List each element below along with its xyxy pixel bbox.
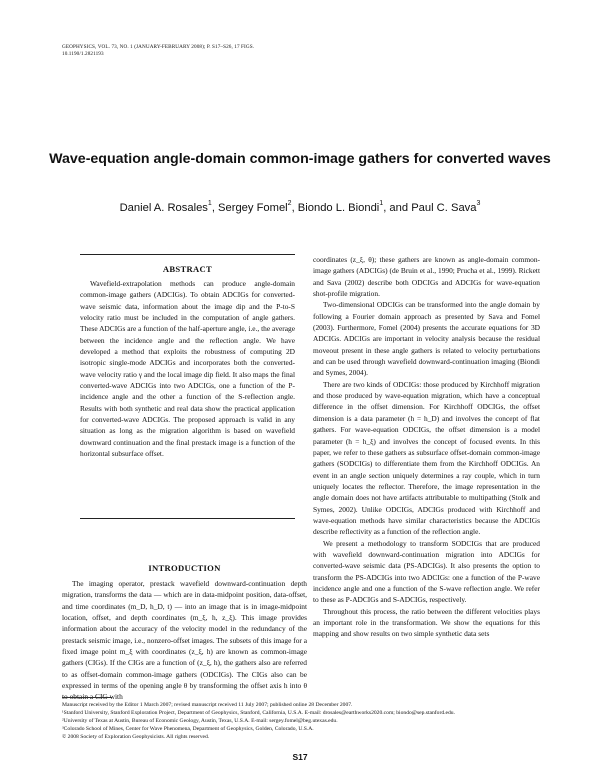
affiliation-mark: 2 bbox=[287, 200, 292, 208]
abstract-body bbox=[80, 278, 295, 460]
affiliation-mark: 1 bbox=[379, 200, 384, 208]
author-list bbox=[0, 202, 600, 214]
footnote: ³Colorado School of Mines, Center for Wave Phenomena, Department of Geophysics, Golden, Colorado, U.S.A. bbox=[62, 725, 314, 732]
abstract-bottom-rule bbox=[80, 518, 295, 519]
body-paragraph: There are two kinds of ODCIGs: those produced by Kirchhoff migration and those produced by wave-equation migration, which have a conceptual difference in the offset dimension. For Kirchhoff ODCIGs, the offset dimension is a data parameter (h = h_D) and involves the concept of flat gathers. For wave-equation ODCIGs, the offset dimension is a model parameter (h = h_ξ) and involves the concept of focused events. In this paper, we refer to these gathers as subsurface offset-domain common-image gathers (SODCIGs) to differentiate them from the Kirchhoff ODCIGs. An event in an angle section uniquely determines a ray couple, which in turn uniquely locates the reflector. Therefore, the image representation in the angle domain does not have artifacts attributable to multipathing (Stolk and Symes, 2002). Unlike ODCIGs, ADCIGs produced with Kirchhoff and wave-equation methods have similar characteristics because the ADCIGs describe reflectivity as a function of the reflection angle. bbox=[313, 379, 540, 537]
author-separator: , bbox=[211, 202, 219, 214]
introduction-text: The imaging operator, prestack wavefield downward-continuation depth migration, transforms the data — which are in data-midpoint position, data-offset, and time coordinates (m_D, h_D, t) — into an image that is in image-midpoint location, offset, and depth coordinates (m_ξ, h, z_ξ). This image provides information about the accuracy of the velocity model in the redundancy of the prestack seismic image, i.e., nonzero-offset images. The subsets of this image for a fixed image point m_ξ with coordinates (z_ξ, h) are known as common-image gathers (CIGs). If the CIGs are a function of (z_ξ, h), the gathers also are referred to as offset-domain common-image gathers (ODCIGs). The CIGs also can be expressed in terms of the opening angle θ by transforming the offset axis h into θ to obtain a CIG with bbox=[62, 579, 307, 702]
footnote: Manuscript received by the Editor 1 March 2007; revised manuscript received 11 July 2007; published online 28 December 2007. bbox=[62, 702, 353, 708]
footnotes bbox=[62, 702, 540, 742]
body-paragraph: coordinates (z_ξ, θ); these gathers are known as angle-domain common-image gathers (ADCIGs) (de Bruin et al., 1990; Prucha et al., 1999). Rickett and Sava (2002) describe both ODCIGs and ADCIGs for wave-equation shot-profile migration. bbox=[313, 255, 540, 299]
footnote: © 2008 Society of Exploration Geophysicists. All rights reserved. bbox=[62, 733, 210, 740]
abstract-top-rule bbox=[80, 254, 295, 255]
body-paragraph: Two-dimensional ODCIGs can be transformed into the angle domain by following a Fourier domain approach as presented by Sava and Fomel (2003). Furthermore, Fomel (2004) presents the accurate equations for 3D ADCIGs. ADCIGs are important in velocity analysis because the residual moveout present in these angle gathers is related to velocity perturbations and can be used through wavefield downward-continuation imaging (Biondi and Symes, 2004). bbox=[313, 300, 540, 378]
paper-title: Wave-equation angle-domain common-image gathers for converted waves bbox=[49, 151, 551, 167]
author-separator: , bbox=[291, 202, 298, 214]
author-name: Paul C. Sava bbox=[411, 202, 477, 214]
body-paragraph: Throughout this process, the ratio between the different velocities plays an important role in the transformation. We show the equations for this mapping and show results on two simple synthetic data sets bbox=[313, 606, 540, 639]
author-name: Biondo L. Biondi bbox=[297, 202, 380, 214]
author-separator: , and bbox=[383, 202, 412, 214]
author-name: Sergey Fomel bbox=[218, 202, 288, 214]
introduction-heading: INTRODUCTION bbox=[148, 563, 221, 573]
page-number: S17 bbox=[292, 752, 308, 762]
affiliation-mark: 3 bbox=[476, 200, 481, 208]
right-column bbox=[313, 254, 540, 640]
footnote: ¹Stanford University, Stanford Exploration Project, Department of Geophysics, Stanford, California, U.S.A. E-mail: drosales@earthworks2020.com; biondo@sep.stanford.edu. bbox=[62, 709, 456, 716]
author-name: Daniel A. Rosales bbox=[119, 202, 208, 214]
introduction-body bbox=[62, 578, 307, 703]
doi: 10.1190/1.2821193 bbox=[62, 51, 104, 57]
journal-header bbox=[62, 44, 254, 58]
abstract-heading: ABSTRACT bbox=[162, 264, 213, 274]
body-paragraph: We present a methodology to transform SODCIGs that are produced with wavefield downward-continuation migration into ADCIGs for converted-wave seismic data (PS-ADCIGs). It also presents the option to transform the PS-ADCIGs into two ADCIGs: one a function of the P-wave incidence angle and one a function of the S-wave reflection angle. We refer to these as P-ADCIGs and S-ADCIGs, respectively. bbox=[313, 538, 540, 605]
abstract-text: Wavefield-extrapolation methods can produce angle-domain common-image gathers (ADCIGs). To obtain ADCIGs for converted-wave seismic data, information about the image dip and the P-to-S velocity ratio must be included in the computation of angle gathers. These ADCIGs are a function of the half-aperture angle, i.e., the average between the incidence angle and the reflection angle. We have developed a method that exploits the robustness of computing 2D isotropic single-mode ADCIGs and incorporates both the converted-wave velocity ratio γ and the local image dip field. It also maps the final converted-wave ADCIGs into two ADCIGs, one a function of the P-incidence angle and the other a function of the S-reflection angle. Results with both synthetic and real data show the practical application for converted-wave ADCIGs. The proposed approach is valid in any situation as long as the migration algorithm is based on wavefield downward continuation and the final prestack image is a function of the horizontal subsurface offset. bbox=[80, 279, 295, 459]
footnote: ²University of Texas at Austin, Bureau of Economic Geology, Austin, Texas, U.S.A. E-mail: sergey.fomel@beg.utexas.edu. bbox=[62, 717, 338, 724]
journal-citation: GEOPHYSICS, VOL. 73, NO. 1 (JANUARY-FEBRUARY 2008); P. S17–S26, 17 FIGS. bbox=[62, 44, 255, 50]
affiliation-mark: 1 bbox=[207, 200, 212, 208]
footnote-rule bbox=[62, 697, 112, 698]
